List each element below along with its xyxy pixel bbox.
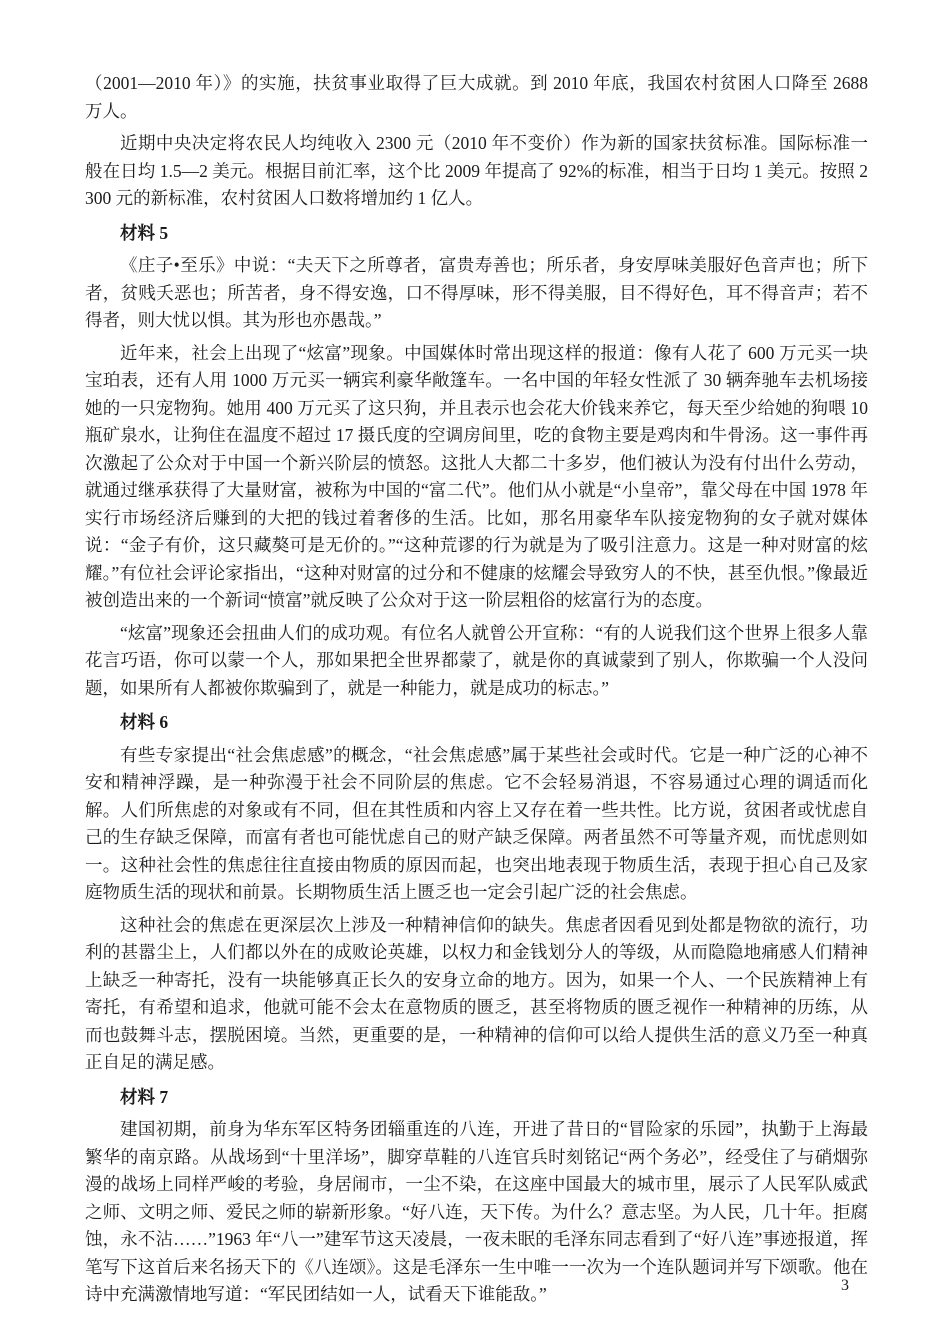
paragraph-spiritual-faith: 这种社会的焦虑在更深层次上涉及一种精神信仰的缺失。焦虑者因看见到处都是物欲的流行，功利的甚嚣尘上，人们都以外在的成败论英雄，以权力和金钱划分人的等级，从而隐隐地痛感人们精神上缺乏一种寄托，没有一块能够真正长久的安身立命的地方。因为，如果一个人、一个民族精神上有寄托，有希望和追求，他就可能不会太在意物质的匮乏，甚至将物质的匮乏视作一种精神的历练，从而也鼓舞斗志，摆脱困境。当然，更重要的是，一种精神的信仰可以给人提供生活的意义乃至一种真正自足的满足感。 [85, 914, 868, 1072]
paragraph-zhuangzi-quote: 《庄子•至乐》中说：“夫天下之所尊者，富贵寿善也；所乐者，身安厚味美服好色音声也；所下者，贫贱夭恶也；所苦者，身不得安逸，口不得厚味，形不得美服，目不得好色，耳不得音声；若不得者，则大忧以惧。其为形也亦愚哉。” [85, 255, 868, 330]
page-number: 3 [841, 1277, 849, 1294]
heading-material-6: 材料 6 [120, 712, 169, 732]
heading-material-5: 材料 5 [120, 222, 169, 243]
paragraph-success-view: “炫富”现象还会扭曲人们的成功观。有位名人就曾公开宣称：“有的人说我们这个世界上很多人靠花言巧语，你可以蒙一个人，那如果把全世界都蒙了，就是你的真诚蒙到了别人，你欺骗一个人没问题，如果所有人都被你欺骗到了，就是一种能力，就是成功的标志。” [85, 622, 868, 698]
paragraph-poverty-achievement-continuation: （2001—2010 年）》的实施，扶贫事业取得了巨大成就。到 2010 年底，我国农村贫困人口降至 2688 万人。 [85, 73, 868, 121]
document-body [85, 70, 868, 1314]
paragraph-eighth-company: 建国初期，前身为华东军区特务团辎重连的八连，开进了昔日的“冒险家的乐园”，执勤于上海最繁华的南京路。从战场到“十里洋场”，脚穿草鞋的八连官兵时刻铭记“两个务必”，经受住了与硝烟弥漫的战场上同样严峻的考验，身居闹市，一尘不染，在这座中国最大的城市里，展示了人民军队威武之师、文明之师、爱民之师的崭新形象。“好八连，天下传。为什么？意志坚。为人民，几十年。拒腐蚀，永不沾……”1963 年“八一”建军节这天凌晨，一夜未眠的毛泽东同志看到了“好八连”事迹报道，挥笔写下这首后来名扬天下的《八连颂》。这是毛泽东一生中唯一一次为一个连队题词并写下颂歌。他在诗中充满激情地写道：“军民团结如一人，试看天下谁能敌。” [85, 1119, 868, 1304]
paragraph-wealth-flaunting: 近年来，社会上出现了“炫富”现象。中国媒体时常出现这样的报道：像有人花了 600 万元买一块宝珀表，还有人用 1000 万元买一辆宾利豪华敞篷车。一名中国的年轻女性派了 30 辆奔驰车去机场接她的一只宠物狗。她用 400 万元买了这只狗，并且表示也会花大价钱来养它，每天至少给她的狗喂 10 瓶矿泉水，让狗住在温度不超过 17 摄氏度的空调房间里，吃的食物主要是鸡肉和牛骨汤。这一事件再次激起了公众对于中国一个新兴阶层的愤怒。这批人大都二十多岁，他们被认为没有付出什么劳动，就通过继承获得了大量财富，被称为中国的“富二代”。他们从小就是“小皇帝”，靠父母在中国 1978 年实行市场经济后赚到的大把的钱过着奢侈的生活。比如，那名用豪华车队接宠物狗的女子就对媒体说：“金子有价，这只藏獒可是无价的。”“这种荒谬的行为就是为了吸引注意力。这是一种对财富的炫耀。”有位社会评论家指出，“这种对财富的过分和不健康的炫耀会导致穷人的不快，甚至仇恨。”像最近被创造出来的一个新词“愤富”就反映了公众对于这一阶层粗俗的炫富行为的态度。 [85, 342, 868, 610]
heading-material-7: 材料 7 [120, 1086, 169, 1107]
paragraph-poverty-standard: 近期中央决定将农民人均纯收入 2300 元（2010 年不变价）作为新的国家扶贫标准。国际标准一般在日均 1.5—2 美元。根据目前汇率，这个比 2009 年提高了 92%的标准，相当于日均 1 美元。按照 2300 元的新标准，农村贫困人口数将增加约 1 亿人。 [85, 133, 868, 208]
paragraph-social-anxiety: 有些专家提出“社会焦虑感”的概念，“社会焦虑感”属于某些社会或时代。它是一种广泛的心神不安和精神浮躁，是一种弥漫于社会不同阶层的焦虑。它不会轻易消退，不容易通过心理的调适而化解。人们所焦虑的对象或有不同，但在其性质和内容上又存在着一些共性。比方说，贫困者或忧虑自己的生存缺乏保障，而富有者也可能忧虑自己的财产缺乏保障。两者虽然不可等量齐观，而忧虑则如一。这种社会性的焦虑往往直接由物质的原因而起，也突出地表现于物质生活，表现于担心自己及家庭物质生活的现状和前景。长期物质生活上匮乏也一定会引起广泛的社会焦虑。 [85, 744, 868, 902]
